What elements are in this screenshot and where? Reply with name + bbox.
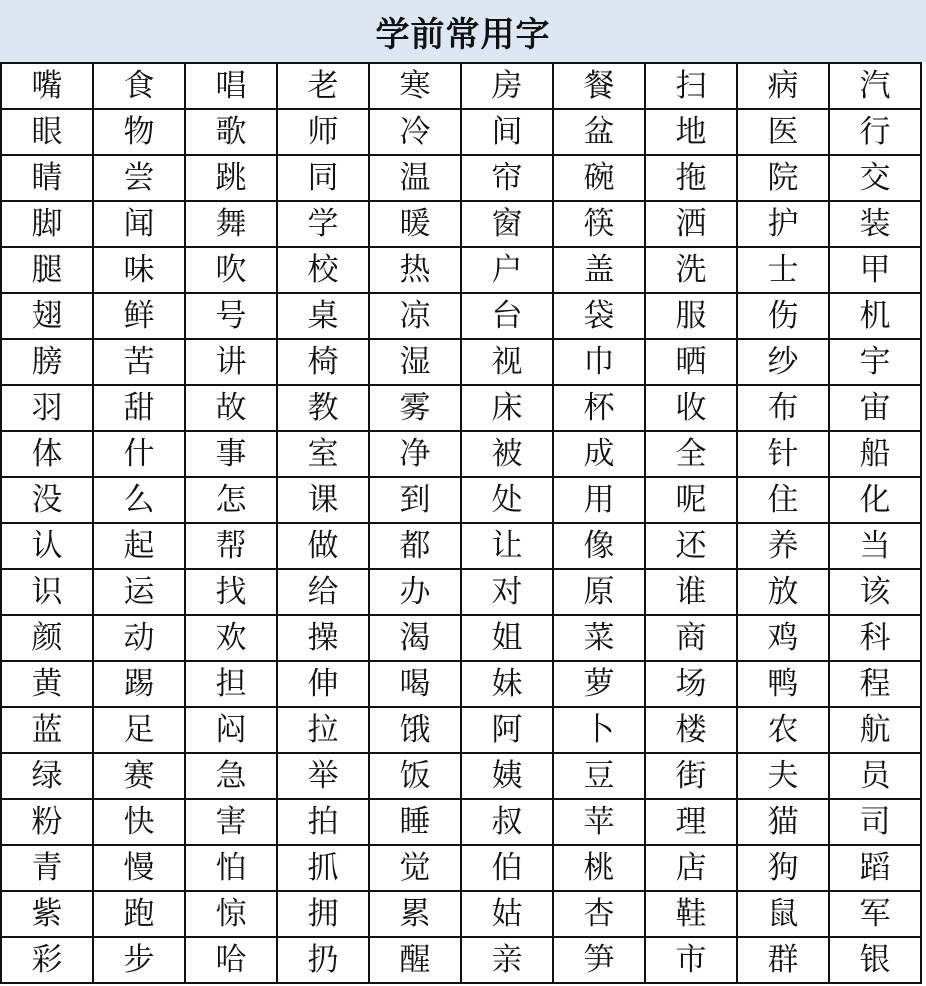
character-cell: 觉 — [370, 846, 462, 892]
character-cell: 对 — [462, 570, 554, 616]
character-cell: 醒 — [370, 938, 462, 984]
character-cell: 彩 — [2, 938, 94, 984]
character-cell: 办 — [370, 570, 462, 616]
character-cell: 膀 — [2, 340, 94, 386]
character-cell: 尝 — [94, 156, 186, 202]
character-cell: 惊 — [186, 892, 278, 938]
character-cell: 呢 — [646, 478, 738, 524]
character-cell: 狗 — [738, 846, 830, 892]
character-cell: 担 — [186, 662, 278, 708]
page-title: 学前常用字 — [375, 14, 551, 55]
character-cell: 闷 — [186, 708, 278, 754]
character-cell: 盆 — [554, 110, 646, 156]
character-cell: 鼠 — [738, 892, 830, 938]
character-cell: 寒 — [370, 64, 462, 110]
character-cell: 举 — [278, 754, 370, 800]
character-cell: 抓 — [278, 846, 370, 892]
character-cell: 姐 — [462, 616, 554, 662]
character-cell: 温 — [370, 156, 462, 202]
character-cell: 操 — [278, 616, 370, 662]
character-cell: 渴 — [370, 616, 462, 662]
character-cell: 户 — [462, 248, 554, 294]
character-cell: 住 — [738, 478, 830, 524]
character-cell: 物 — [94, 110, 186, 156]
character-cell: 市 — [646, 938, 738, 984]
character-cell: 间 — [462, 110, 554, 156]
character-cell: 伸 — [278, 662, 370, 708]
character-cell: 桌 — [278, 294, 370, 340]
character-cell: 跳 — [186, 156, 278, 202]
character-cell: 筷 — [554, 202, 646, 248]
character-cell: 扫 — [646, 64, 738, 110]
character-cell: 甜 — [94, 386, 186, 432]
character-cell: 交 — [830, 156, 922, 202]
character-cell: 杏 — [554, 892, 646, 938]
character-cell: 同 — [278, 156, 370, 202]
character-cell: 吹 — [186, 248, 278, 294]
character-cell: 给 — [278, 570, 370, 616]
character-cell: 什 — [94, 432, 186, 478]
character-cell: 么 — [94, 478, 186, 524]
character-cell: 该 — [830, 570, 922, 616]
character-cell: 军 — [830, 892, 922, 938]
character-grid — [0, 62, 922, 984]
character-cell: 当 — [830, 524, 922, 570]
character-cell: 绿 — [2, 754, 94, 800]
character-cell: 识 — [2, 570, 94, 616]
character-cell: 凉 — [370, 294, 462, 340]
character-cell: 睛 — [2, 156, 94, 202]
character-cell: 鸡 — [738, 616, 830, 662]
character-cell: 体 — [2, 432, 94, 478]
character-cell: 巾 — [554, 340, 646, 386]
character-cell: 像 — [554, 524, 646, 570]
character-cell: 楼 — [646, 708, 738, 754]
character-cell: 拉 — [278, 708, 370, 754]
character-cell: 哈 — [186, 938, 278, 984]
character-cell: 热 — [370, 248, 462, 294]
character-cell: 教 — [278, 386, 370, 432]
character-cell: 笋 — [554, 938, 646, 984]
title-banner — [0, 0, 926, 62]
character-cell: 杯 — [554, 386, 646, 432]
character-cell: 快 — [94, 800, 186, 846]
character-cell: 学 — [278, 202, 370, 248]
character-cell: 士 — [738, 248, 830, 294]
character-cell: 商 — [646, 616, 738, 662]
character-cell: 羽 — [2, 386, 94, 432]
character-cell: 晒 — [646, 340, 738, 386]
character-cell: 湿 — [370, 340, 462, 386]
character-cell: 暖 — [370, 202, 462, 248]
character-cell: 拥 — [278, 892, 370, 938]
character-cell: 理 — [646, 800, 738, 846]
character-cell: 拖 — [646, 156, 738, 202]
character-cell: 收 — [646, 386, 738, 432]
character-cell: 姑 — [462, 892, 554, 938]
character-cell: 医 — [738, 110, 830, 156]
character-cell: 脚 — [2, 202, 94, 248]
character-cell: 群 — [738, 938, 830, 984]
character-cell: 银 — [830, 938, 922, 984]
character-cell: 鸭 — [738, 662, 830, 708]
character-cell: 到 — [370, 478, 462, 524]
character-cell: 洗 — [646, 248, 738, 294]
character-cell: 嘴 — [2, 64, 94, 110]
character-cell: 鲜 — [94, 294, 186, 340]
character-cell: 叔 — [462, 800, 554, 846]
character-cell: 袋 — [554, 294, 646, 340]
character-cell: 护 — [738, 202, 830, 248]
character-cell: 踢 — [94, 662, 186, 708]
character-cell: 布 — [738, 386, 830, 432]
character-cell: 做 — [278, 524, 370, 570]
character-cell: 台 — [462, 294, 554, 340]
character-cell: 蹈 — [830, 846, 922, 892]
character-cell: 菜 — [554, 616, 646, 662]
character-cell: 怕 — [186, 846, 278, 892]
character-cell: 急 — [186, 754, 278, 800]
character-cell: 睡 — [370, 800, 462, 846]
character-cell: 床 — [462, 386, 554, 432]
character-cell: 味 — [94, 248, 186, 294]
character-cell: 夫 — [738, 754, 830, 800]
character-cell: 跑 — [94, 892, 186, 938]
character-cell: 洒 — [646, 202, 738, 248]
character-cell: 地 — [646, 110, 738, 156]
character-cell: 冷 — [370, 110, 462, 156]
character-cell: 扔 — [278, 938, 370, 984]
character-cell: 船 — [830, 432, 922, 478]
character-cell: 拍 — [278, 800, 370, 846]
character-cell: 动 — [94, 616, 186, 662]
character-cell: 针 — [738, 432, 830, 478]
character-cell: 闻 — [94, 202, 186, 248]
character-cell: 农 — [738, 708, 830, 754]
character-cell: 化 — [830, 478, 922, 524]
character-cell: 宇 — [830, 340, 922, 386]
character-cell: 青 — [2, 846, 94, 892]
character-cell: 老 — [278, 64, 370, 110]
character-cell: 原 — [554, 570, 646, 616]
character-cell: 谁 — [646, 570, 738, 616]
character-cell: 师 — [278, 110, 370, 156]
character-cell: 放 — [738, 570, 830, 616]
character-cell: 歌 — [186, 110, 278, 156]
character-cell: 运 — [94, 570, 186, 616]
character-cell: 粉 — [2, 800, 94, 846]
character-cell: 没 — [2, 478, 94, 524]
character-cell: 伯 — [462, 846, 554, 892]
character-cell: 讲 — [186, 340, 278, 386]
character-cell: 舞 — [186, 202, 278, 248]
character-cell: 豆 — [554, 754, 646, 800]
character-cell: 院 — [738, 156, 830, 202]
character-cell: 认 — [2, 524, 94, 570]
character-cell: 翅 — [2, 294, 94, 340]
character-cell: 饭 — [370, 754, 462, 800]
character-cell: 用 — [554, 478, 646, 524]
character-cell: 让 — [462, 524, 554, 570]
character-cell: 服 — [646, 294, 738, 340]
character-cell: 店 — [646, 846, 738, 892]
character-cell: 亲 — [462, 938, 554, 984]
character-cell: 苦 — [94, 340, 186, 386]
character-cell: 苹 — [554, 800, 646, 846]
character-cell: 卜 — [554, 708, 646, 754]
character-cell: 窗 — [462, 202, 554, 248]
character-cell: 黄 — [2, 662, 94, 708]
character-cell: 养 — [738, 524, 830, 570]
character-cell: 都 — [370, 524, 462, 570]
character-cell: 唱 — [186, 64, 278, 110]
character-cell: 食 — [94, 64, 186, 110]
character-cell: 处 — [462, 478, 554, 524]
character-cell: 紫 — [2, 892, 94, 938]
character-cell: 汽 — [830, 64, 922, 110]
character-cell: 装 — [830, 202, 922, 248]
character-cell: 全 — [646, 432, 738, 478]
character-cell: 净 — [370, 432, 462, 478]
character-cell: 成 — [554, 432, 646, 478]
character-cell: 椅 — [278, 340, 370, 386]
character-cell: 找 — [186, 570, 278, 616]
character-cell: 行 — [830, 110, 922, 156]
character-cell: 被 — [462, 432, 554, 478]
character-cell: 纱 — [738, 340, 830, 386]
character-cell: 室 — [278, 432, 370, 478]
character-cell: 号 — [186, 294, 278, 340]
character-cell: 阿 — [462, 708, 554, 754]
character-cell: 猫 — [738, 800, 830, 846]
character-cell: 宙 — [830, 386, 922, 432]
character-cell: 伤 — [738, 294, 830, 340]
character-cell: 场 — [646, 662, 738, 708]
character-cell: 累 — [370, 892, 462, 938]
character-cell: 欢 — [186, 616, 278, 662]
character-cell: 街 — [646, 754, 738, 800]
character-cell: 司 — [830, 800, 922, 846]
character-cell: 萝 — [554, 662, 646, 708]
character-cell: 姨 — [462, 754, 554, 800]
character-cell: 足 — [94, 708, 186, 754]
character-cell: 航 — [830, 708, 922, 754]
character-cell: 房 — [462, 64, 554, 110]
character-cell: 怎 — [186, 478, 278, 524]
character-cell: 校 — [278, 248, 370, 294]
character-cell: 眼 — [2, 110, 94, 156]
character-cell: 赛 — [94, 754, 186, 800]
character-cell: 课 — [278, 478, 370, 524]
character-cell: 帘 — [462, 156, 554, 202]
character-cell: 起 — [94, 524, 186, 570]
character-cell: 蓝 — [2, 708, 94, 754]
character-cell: 餐 — [554, 64, 646, 110]
character-cell: 饿 — [370, 708, 462, 754]
character-cell: 碗 — [554, 156, 646, 202]
character-cell: 盖 — [554, 248, 646, 294]
character-cell: 事 — [186, 432, 278, 478]
character-cell: 喝 — [370, 662, 462, 708]
character-cell: 慢 — [94, 846, 186, 892]
character-cell: 病 — [738, 64, 830, 110]
character-cell: 程 — [830, 662, 922, 708]
character-cell: 桃 — [554, 846, 646, 892]
character-cell: 腿 — [2, 248, 94, 294]
character-cell: 机 — [830, 294, 922, 340]
character-cell: 故 — [186, 386, 278, 432]
character-cell: 妹 — [462, 662, 554, 708]
character-cell: 甲 — [830, 248, 922, 294]
character-cell: 步 — [94, 938, 186, 984]
character-cell: 鞋 — [646, 892, 738, 938]
character-cell: 颜 — [2, 616, 94, 662]
character-cell: 雾 — [370, 386, 462, 432]
character-cell: 科 — [830, 616, 922, 662]
character-cell: 员 — [830, 754, 922, 800]
character-cell: 帮 — [186, 524, 278, 570]
character-cell: 还 — [646, 524, 738, 570]
character-cell: 视 — [462, 340, 554, 386]
character-cell: 害 — [186, 800, 278, 846]
